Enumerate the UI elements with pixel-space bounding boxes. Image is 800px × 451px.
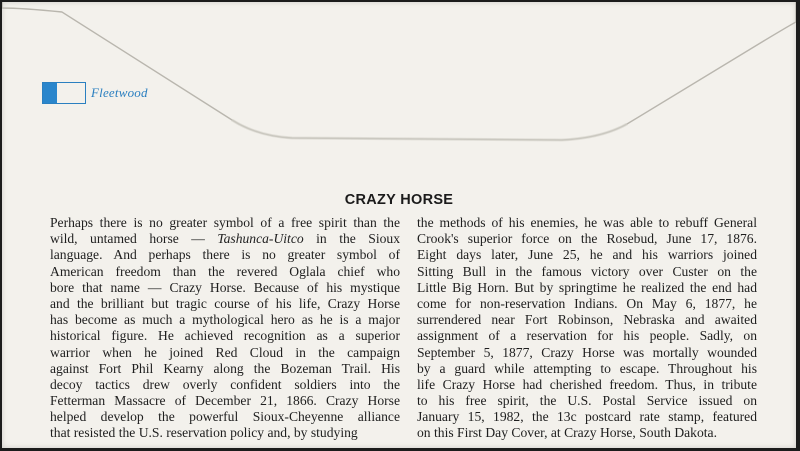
text-line: Crook's superior force on the Rosebud, June 17, 1876. [417, 231, 757, 247]
text-column-right [417, 215, 757, 442]
text-line: historical figure. He achieved recognition as a superior [50, 328, 400, 344]
envelope-back [2, 2, 796, 448]
logo-mark-icon [42, 82, 86, 104]
logo-text: Fleetwood [91, 85, 148, 100]
text-line: against Fort Phil Kearny along the Bozeman Trail. His [50, 360, 400, 376]
text-line: to his free spirit, the U.S. Postal Service issued on [417, 393, 757, 409]
text-line: life Crazy Horse had cherished freedom. Thus, in tribute [417, 376, 757, 392]
text-line: Eight days later, June 25, he and his warriors joined [417, 247, 757, 263]
fleetwood-logo [42, 82, 148, 104]
text-line: September 5, 1877, Crazy Horse was mortally wounded [417, 344, 757, 360]
text-line: bore that name — Crazy Horse. Because of his mystique [50, 279, 400, 295]
text-line: on this First Day Cover, at Crazy Horse, South Dakota. [417, 425, 717, 441]
text-line: Perhaps there is no greater symbol of a free spirit than the [50, 215, 400, 230]
text-line: has become as much a mythological hero as he is a major [50, 312, 400, 328]
text-line: wild, untamed horse — Tashunca-Uitco in the Sioux [50, 231, 400, 247]
text-line: American freedom than the revered Oglala chief who [50, 263, 400, 279]
text-line: decoy tactics drew overly confident soldiers into the [50, 376, 400, 392]
text-line: the methods of his enemies, he was able to rebuff General [417, 215, 757, 230]
text-line: that resisted the U.S. reservation policy and, by studying [50, 425, 358, 441]
text-line: assignment of a reservation for his people. Sadly, on [417, 328, 757, 344]
text-line: by a guard while attempting to escape. Throughout his [417, 360, 757, 376]
text-line: surrendered near Fort Robinson, Nebraska and awaited [417, 312, 757, 328]
page-title: CRAZY HORSE [344, 192, 454, 208]
text-line: Sitting Bull in the famous victory over Custer on the [417, 263, 757, 279]
text-line: helped develop the powerful Sioux-Cheyenne alliance [50, 409, 400, 425]
text-line: Little Big Horn. But by springtime he realized the end had [417, 279, 757, 295]
text-line: January 15, 1982, the 13c postcard rate stamp, featured [417, 409, 757, 425]
text-line: language. And perhaps there is no greater symbol of [50, 247, 400, 263]
text-line: come for non-reservation Indians. On May 6, 1877, he [417, 295, 757, 311]
text-line: Fetterman Massacre of December 21, 1866. Crazy Horse [50, 393, 400, 409]
text-column-left [50, 215, 400, 442]
text-line: warrior when he joined Red Cloud in the campaign [50, 344, 400, 360]
text-line: and the brilliant but tragic course of his life, Crazy Horse [50, 295, 400, 311]
